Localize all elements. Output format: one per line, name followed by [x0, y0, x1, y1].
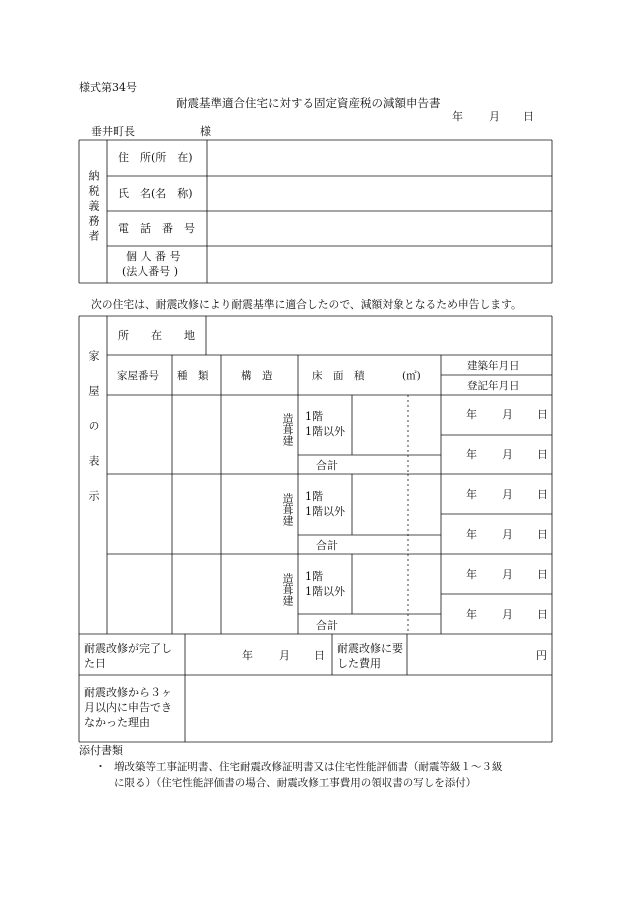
row1-floor1: 1階	[305, 410, 323, 423]
name-label: 氏 名(名 称)	[118, 187, 193, 200]
row1-structure: 造葺建	[281, 413, 294, 446]
reason-label: 耐震改修から３ヶ月以内に申告できなかった理由	[84, 686, 172, 729]
name-input[interactable]	[210, 180, 550, 208]
row1-reg-year: 年	[466, 448, 477, 461]
header-registered-date: 登記年月日	[467, 380, 520, 392]
row3-reg-day: 日	[537, 608, 548, 621]
row2-built-month: 月	[502, 488, 513, 501]
phone-label: 電 話 番 号	[118, 222, 195, 235]
location-label: 所 在 地	[118, 329, 195, 342]
row3-floor1: 1階	[305, 570, 323, 583]
row3-built-year: 年	[466, 568, 477, 581]
attachments-bullet: ・	[95, 760, 106, 773]
corporate-number-label: (法人番号 )	[122, 265, 179, 278]
row1-reg-month: 月	[502, 448, 513, 461]
date-month: 月	[489, 110, 500, 123]
completion-month: 月	[279, 649, 290, 662]
personal-number-label: 個 人 番 号	[126, 250, 181, 263]
header-house-number: 家屋番号	[117, 370, 159, 382]
row2-reg-year: 年	[466, 528, 477, 541]
row2-floor-other: 1階以外	[305, 505, 345, 518]
row3-reg-year: 年	[466, 608, 477, 621]
row1-built-day: 日	[537, 408, 548, 421]
completion-day: 日	[314, 649, 325, 662]
completion-year: 年	[242, 649, 253, 662]
location-input[interactable]	[210, 320, 550, 352]
date-day: 日	[523, 110, 534, 123]
row1-built-month: 月	[502, 408, 513, 421]
header-structure: 構 造	[241, 370, 273, 382]
house-label: 家屋の表示	[87, 350, 100, 525]
row1-total: 合計	[316, 459, 338, 472]
row3-built-day: 日	[537, 568, 548, 581]
header-type: 種 類	[177, 370, 209, 382]
attachments-line2: に限る）（住宅性能評価書の場合、耐震改修工事費用の領収書の写しを添付）	[114, 777, 477, 789]
row2-structure: 造葺建	[281, 493, 294, 526]
row2-floor1: 1階	[305, 490, 323, 503]
personal-number-input[interactable]	[210, 250, 550, 280]
row1-reg-day: 日	[537, 448, 548, 461]
attachments-line1: 増改築等工事証明書、住宅耐震改修証明書又は住宅性能評価書（耐震等級１～３級	[114, 761, 503, 773]
cost-label: 耐震改修に要した費用	[337, 642, 403, 670]
form-title: 耐震基準適合住宅に対する固定資産税の減額申告書	[176, 96, 441, 110]
row2-reg-month: 月	[502, 528, 513, 541]
form-number: 様式第34号	[79, 81, 137, 94]
header-floor-area: 床 面 積	[312, 370, 365, 382]
address-label: 住 所(所 在)	[118, 151, 193, 164]
attachments-title: 添付書類	[79, 744, 123, 757]
header-built-date: 建築年月日	[467, 360, 520, 372]
row2-total: 合計	[316, 539, 338, 552]
taxpayer-label: 納税義務者	[87, 170, 100, 245]
row2-built-day: 日	[537, 488, 548, 501]
row2-built-year: 年	[466, 488, 477, 501]
addressee-honorific: 様	[200, 125, 211, 138]
row3-floor-other: 1階以外	[305, 585, 345, 598]
row3-built-month: 月	[502, 568, 513, 581]
cost-yen: 円	[536, 649, 547, 662]
row3-total: 合計	[316, 619, 338, 632]
date-year: 年	[452, 110, 463, 123]
row3-reg-month: 月	[502, 608, 513, 621]
completion-label: 耐震改修が完了した日	[84, 642, 172, 670]
addressee-name: 垂井町長	[91, 125, 135, 138]
reason-input[interactable]	[188, 678, 548, 738]
row1-floor-other: 1階以外	[305, 425, 345, 438]
row2-reg-day: 日	[537, 528, 548, 541]
row1-built-year: 年	[466, 408, 477, 421]
phone-input[interactable]	[210, 215, 550, 243]
intro-text: 次の住宅は、耐震改修により耐震基準に適合したので、減額対象となるため申告します。	[91, 298, 522, 311]
row3-structure: 造葺建	[281, 573, 294, 606]
header-unit: (㎡)	[402, 370, 421, 382]
address-input[interactable]	[210, 145, 550, 173]
